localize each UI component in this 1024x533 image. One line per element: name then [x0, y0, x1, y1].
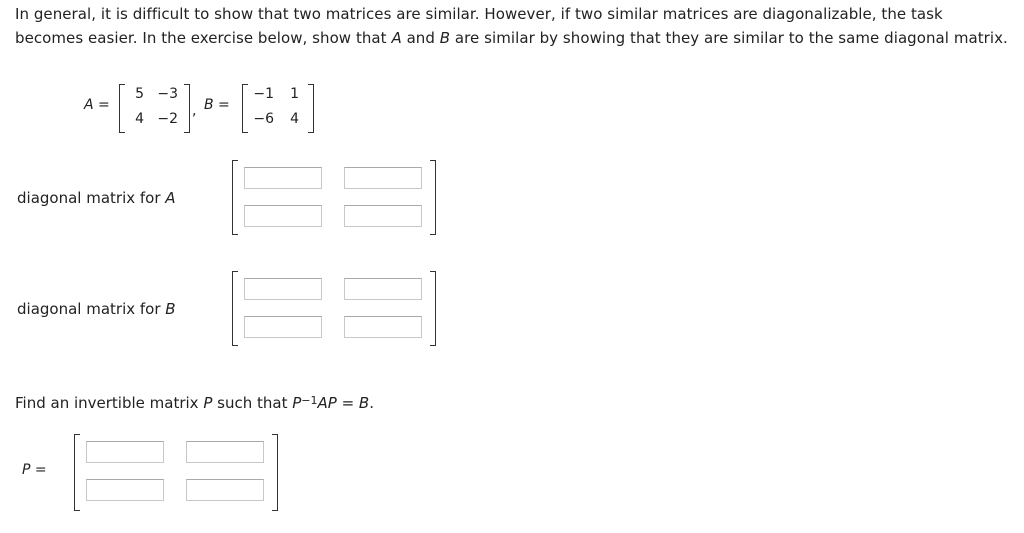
diag-a-input-11[interactable]: [244, 167, 322, 189]
diag-a-input-21[interactable]: [244, 205, 322, 227]
diag-a-label: diagonal matrix for A: [17, 189, 176, 207]
p-input-22[interactable]: [186, 479, 264, 501]
diag-b-input-22[interactable]: [344, 316, 422, 338]
matrix-a-cell-21: 4: [135, 111, 144, 127]
intro-and: and: [401, 28, 440, 47]
matrix-a-cell-22: −2: [157, 111, 178, 127]
matrix-b-right-bracket: [308, 84, 314, 133]
diag-b-label: diagonal matrix for B: [17, 300, 176, 318]
p-input-11[interactable]: [86, 441, 164, 463]
diag-b-input-21[interactable]: [244, 316, 322, 338]
matrix-a-cell-12: −3: [157, 86, 178, 102]
matrix-b-cell-12: 1: [290, 86, 299, 102]
diag-b-input-11[interactable]: [244, 278, 322, 300]
diag-a-input-12[interactable]: [344, 167, 422, 189]
var-b: B: [439, 28, 451, 47]
diag-b-right-bracket: [430, 271, 436, 346]
matrix-b-cell-22: 4: [290, 111, 299, 127]
p-input-12[interactable]: [186, 441, 264, 463]
matrix-b-cell-21: −6: [253, 111, 274, 127]
problem-statement: [15, 3, 1015, 50]
matrix-a-cell-11: 5: [135, 86, 144, 102]
intro-text-2: are similar by showing that they are similar to the same diagonal matrix.: [450, 28, 1008, 47]
var-a: A: [391, 28, 402, 47]
p-matrix-label: P =: [22, 462, 47, 478]
matrix-a-label: A =: [84, 97, 110, 113]
intro-text-1: In general, it is difficult to show that two matrices are similar. However, if two similar matrices are diagonalizable, the task becomes easier. In the exercise below, show that: [15, 5, 943, 47]
diag-a-right-bracket: [430, 160, 436, 235]
matrix-b-cell-11: −1: [253, 86, 274, 102]
p-left-bracket: [74, 434, 80, 511]
question-text: Find an invertible matrix P such that $P^{-1}AP = B$.: [15, 394, 374, 412]
diag-a-left-bracket: [232, 160, 238, 235]
p-right-bracket: [272, 434, 278, 511]
matrix-comma: ,: [192, 103, 197, 119]
matrix-b-label: B =: [204, 97, 230, 113]
diag-b-left-bracket: [232, 271, 238, 346]
diag-b-input-12[interactable]: [344, 278, 422, 300]
matrix-a-right-bracket: [184, 84, 190, 133]
diag-a-input-22[interactable]: [344, 205, 422, 227]
p-input-21[interactable]: [86, 479, 164, 501]
